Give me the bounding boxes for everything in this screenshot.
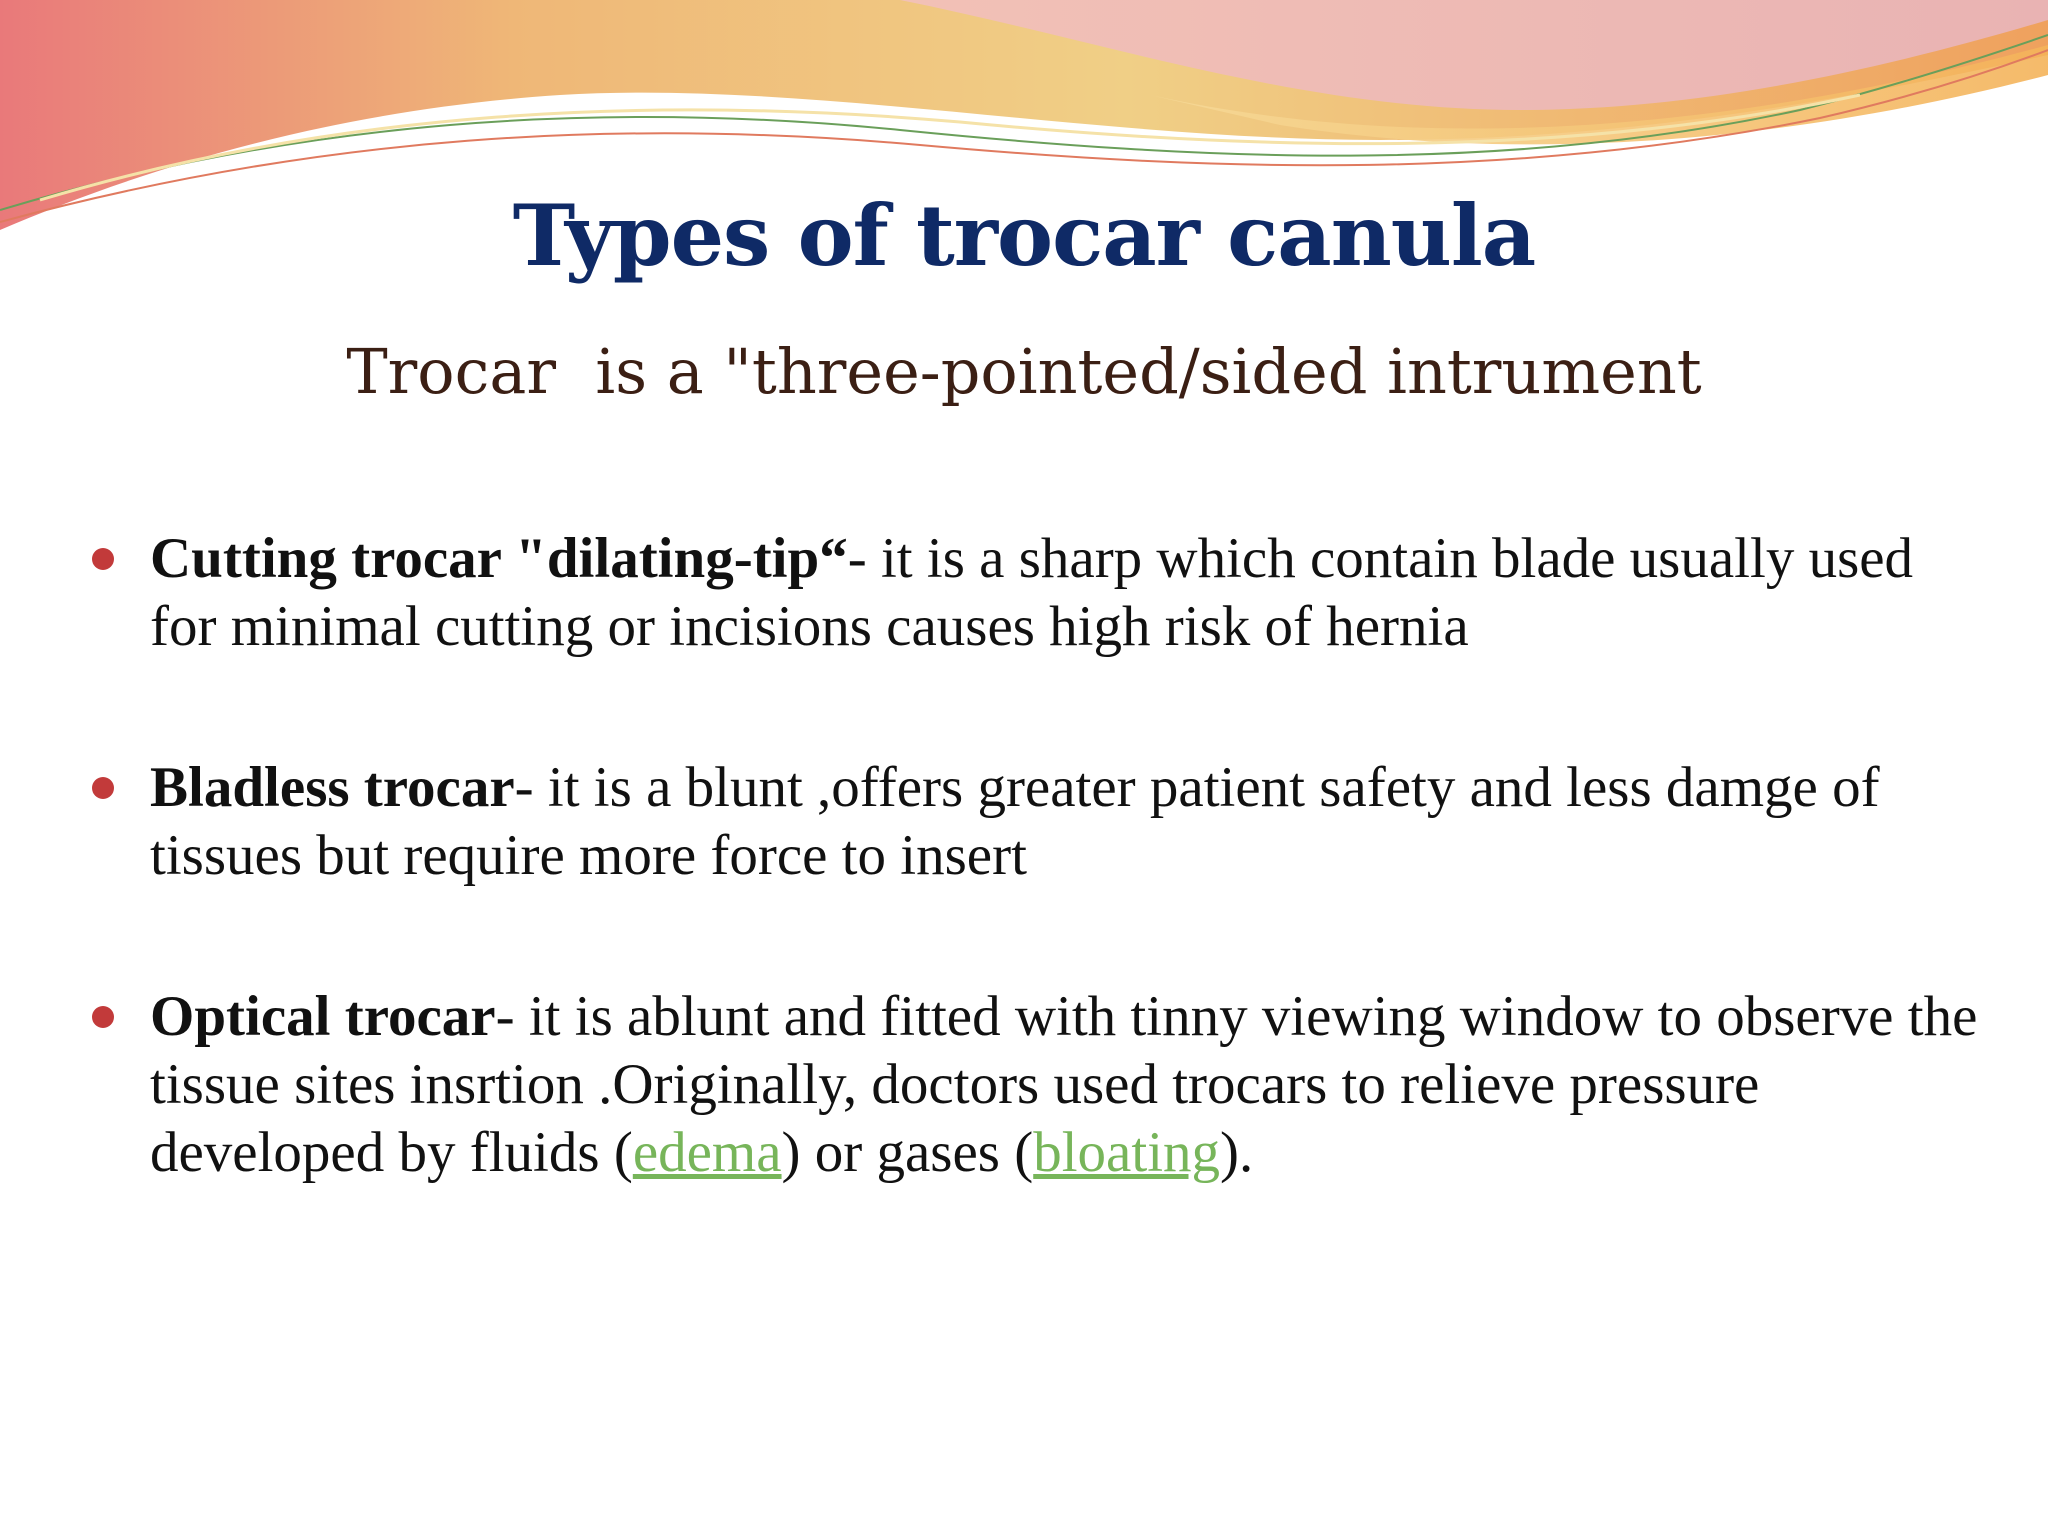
slide-subtitle: Trocar is a "three-pointed/sided intrument: [346, 335, 1702, 408]
slide-title: Types of trocar canula: [512, 186, 1536, 285]
bullet-dot-icon: [92, 548, 114, 570]
bullet-text: - it is a sharp which contain blade usually used for minimal cutting or incisions causes high risk of hernia: [150, 527, 1914, 658]
bullet-text: ) or gases (: [781, 1121, 1034, 1184]
bullet-text: - it is ablunt and fitted with tinny viewing window to observe the tissue sites insrtion .Originally, doctors used trocars to relieve pressure developed by fluids (: [150, 985, 1978, 1184]
bullet-item-bladeless-trocar: [150, 754, 1990, 890]
bullet-item-cutting-trocar: [150, 525, 1990, 661]
bloating-link[interactable]: bloating: [1033, 1121, 1221, 1184]
bullet-term: Bladless trocar: [150, 756, 515, 819]
bullet-item-optical-trocar: [150, 983, 1990, 1187]
bullet-text: - it is a blunt ,offers greater patient safety and less damge of tissues but require more force to insert: [150, 756, 1880, 887]
bullet-dot-icon: [92, 777, 114, 799]
bullet-text: ).: [1220, 1121, 1254, 1184]
bullet-list: [150, 525, 1990, 1187]
bullet-dot-icon: [92, 1006, 114, 1028]
bullet-term: Cutting trocar "dilating-tip“: [150, 527, 848, 590]
edema-link[interactable]: edema: [632, 1121, 782, 1184]
bullet-term: Optical trocar: [150, 985, 496, 1048]
